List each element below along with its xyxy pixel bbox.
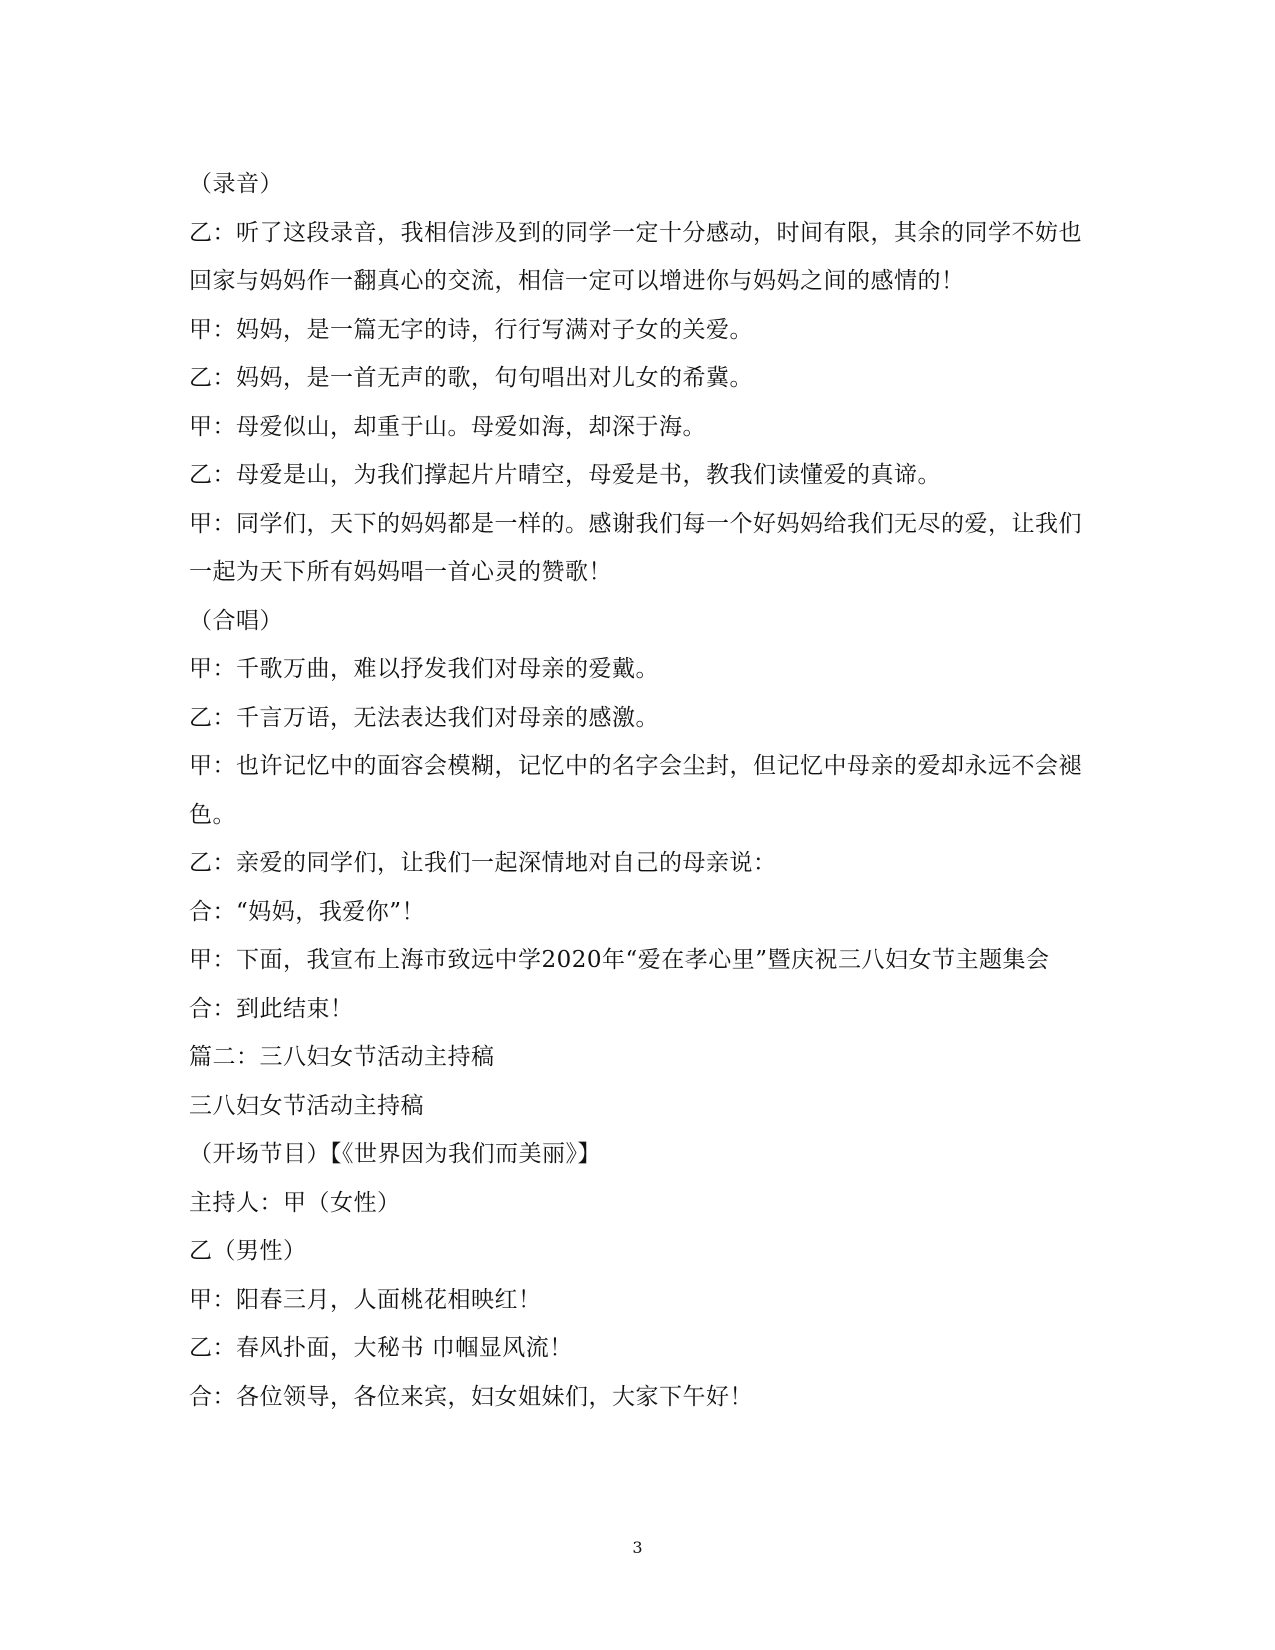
dialogue-line: 合：各位领导，各位来宾，妇女姐妹们，大家下午好！ [189,1383,753,1410]
page-number: 3 [632,1538,643,1557]
dialogue-line: 乙：妈妈，是一首无声的歌，句句唱出对儿女的希冀。 [189,365,753,391]
section-heading: 篇二：三八妇女节活动主持稿 [189,1044,495,1070]
dialogue-line: 甲：妈妈，是一篇无字的诗，行行写满对子女的关爱。 [189,316,753,343]
dialogue-line: 甲：母爱似山，却重于山。母爱如海，却深于海。 [189,413,706,440]
dialogue-line: 乙：春风扑面，大秘书 巾帼显风流！ [189,1335,573,1361]
host-line: 乙（男性） [189,1238,307,1264]
dialogue-line: 甲：下面，我宣布上海市致远中学2020年“爱在孝心里”暨庆祝三八妇女节主题集会 [189,947,1050,973]
dialogue-line: 甲：千歌万曲，难以抒发我们对母亲的爱戴。 [189,656,659,682]
stage-direction-opening: （开场节目）【《世界因为我们而美丽》】 [189,1141,601,1167]
dialogue-line: 合：“妈妈，我爱你”！ [189,898,426,925]
dialogue-line: 乙：母爱是山，为我们撑起片片晴空，母爱是书，教我们读懂爱的真谛。 [189,462,941,488]
section-title: 三八妇女节活动主持稿 [189,1092,424,1119]
dialogue-line: 乙：听了这段录音，我相信涉及到的同学一定十分感动，时间有限，其余的同学不妨也回家与妈妈作一翻真心的交流，相信一定可以增进你与妈妈之间的感情的！ [189,219,1082,294]
host-line: 主持人：甲（女性） [189,1189,401,1216]
dialogue-line: 乙：亲爱的同学们，让我们一起深情地对自己的母亲说： [189,850,777,876]
dialogue-line: 乙：千言万语，无法表达我们对母亲的感激。 [189,704,659,731]
dialogue-line: 甲：阳春三月，人面桃花相映红！ [189,1286,542,1313]
dialogue-line: 甲：同学们，天下的妈妈都是一样的。感谢我们每一个好妈妈给我们无尽的爱，让我们一起为天下所有妈妈唱一首心灵的赞歌！ [189,510,1082,585]
stage-direction-recording: （录音） [189,171,283,197]
dialogue-line: 甲：也许记忆中的面容会模糊，记忆中的名字会尘封，但记忆中母亲的爱却永远不会褪色。 [189,753,1082,828]
document-body [189,160,1089,1421]
stage-direction-chorus: （合唱） [189,607,283,634]
dialogue-line: 合：到此结束！ [189,995,354,1022]
